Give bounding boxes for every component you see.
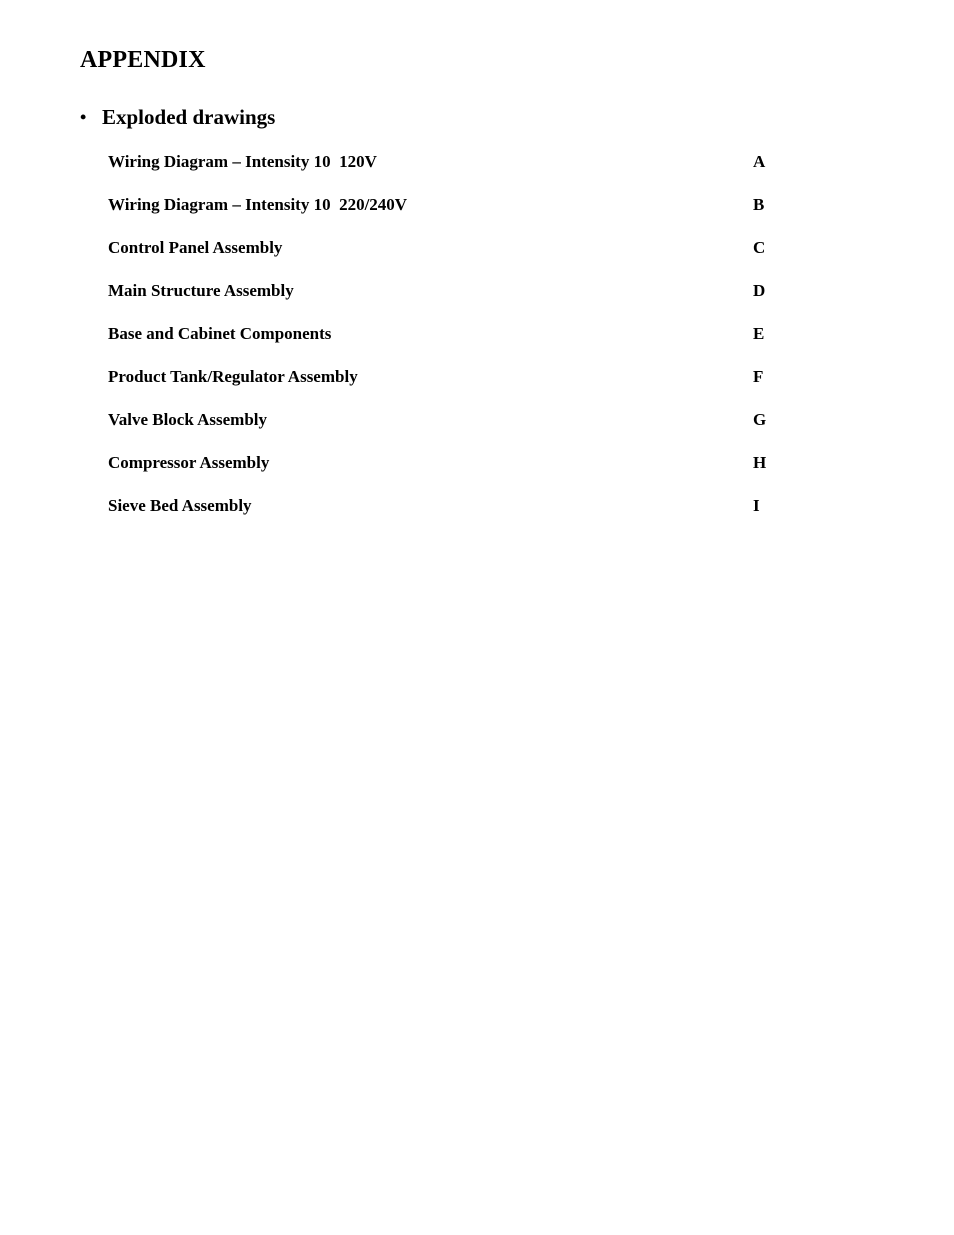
entry-title: Control Panel Assembly — [108, 238, 283, 257]
entry-title: Wiring Diagram – Intensity 10 120V — [108, 152, 377, 171]
section-exploded-drawings — [80, 102, 275, 132]
entry-letter: C — [753, 238, 766, 257]
entry-title: Compressor Assembly — [108, 453, 270, 472]
entry-title: Valve Block Assembly — [108, 410, 268, 429]
entry-title: Sieve Bed Assembly — [108, 496, 252, 515]
entry-letter: B — [753, 195, 765, 214]
entry-title: Main Structure Assembly — [108, 281, 294, 300]
entry-letter: D — [753, 281, 766, 300]
entry-title: Base and Cabinet Components — [108, 324, 332, 343]
appendix-entry-e — [108, 321, 788, 364]
appendix-list — [108, 149, 788, 536]
bullet-icon: • — [80, 107, 87, 127]
appendix-entry-d — [108, 278, 788, 321]
page-title: APPENDIX — [80, 47, 206, 73]
entry-letter: F — [753, 367, 764, 386]
entry-title: Wiring Diagram – Intensity 10 220/240V — [108, 195, 408, 214]
entry-letter: E — [753, 324, 765, 343]
appendix-entry-b — [108, 192, 788, 235]
entry-letter: A — [753, 152, 766, 171]
appendix-entry-f — [108, 364, 788, 407]
appendix-entry-c — [108, 235, 788, 278]
section-heading: Exploded drawings — [102, 105, 276, 129]
entry-title: Product Tank/Regulator Assembly — [108, 367, 358, 386]
entry-letter: G — [753, 410, 767, 429]
appendix-entry-a — [108, 149, 788, 192]
appendix-entry-g — [108, 407, 788, 450]
entry-letter: H — [753, 453, 767, 472]
appendix-entry-h — [108, 450, 788, 493]
entry-letter: I — [753, 496, 760, 515]
appendix-entry-i — [108, 493, 788, 536]
